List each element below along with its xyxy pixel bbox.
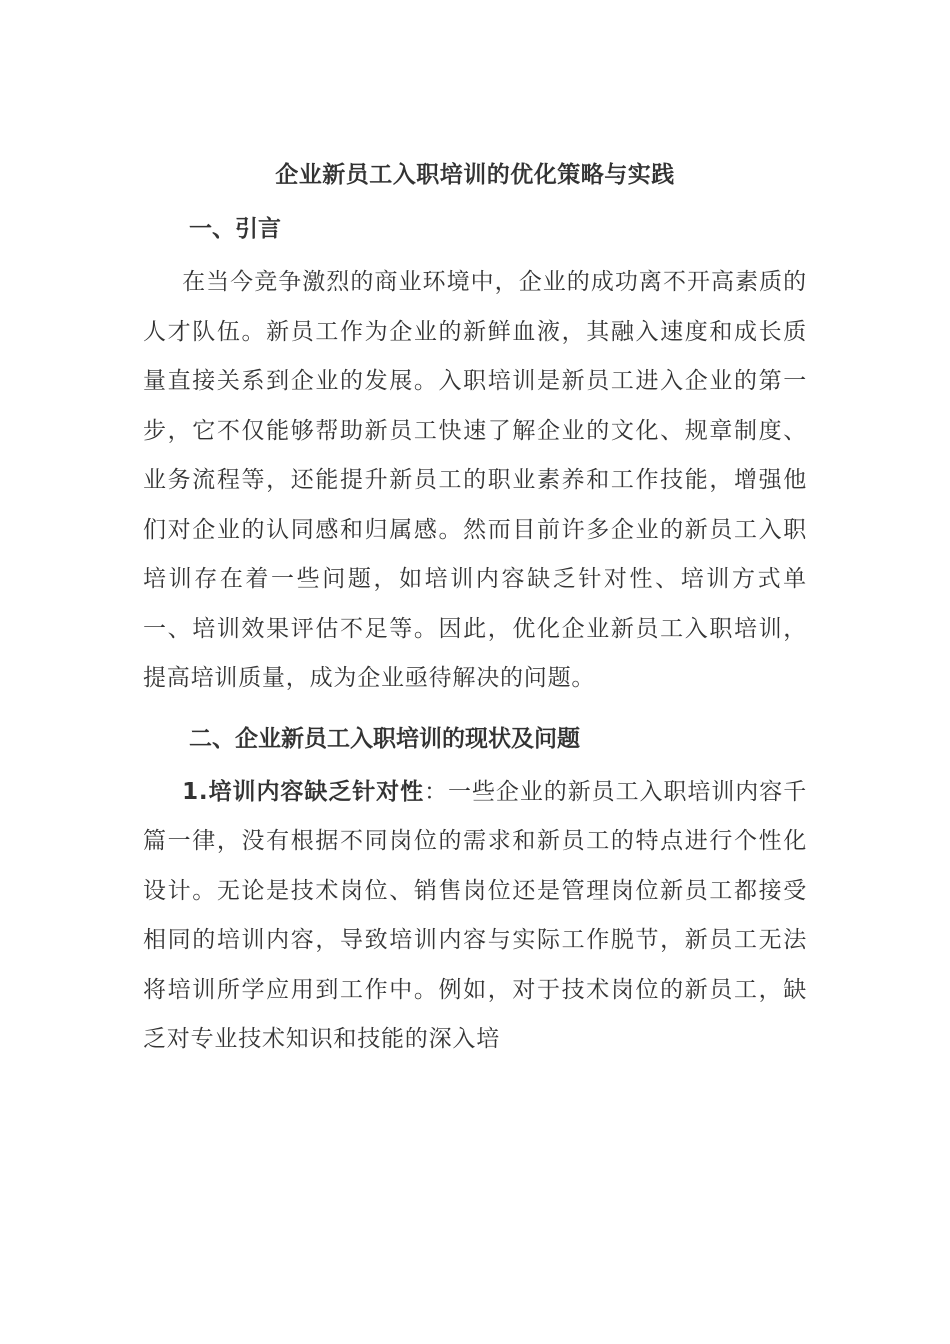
problem-item-1-lead: 1.培训内容缺乏针对性: [182, 778, 425, 805]
section-heading-introduction: 一、引言: [189, 216, 281, 242]
problem-item-1: [143, 768, 807, 1065]
introduction-paragraph: 在当今竞争激烈的商业环境中，企业的成功离不开高素质的人才队伍。新员工作为企业的新鲜血液，其融入速度和成长质量直接关系到企业的发展。入职培训是新员工进入企业的第一步，它不仅能够帮助新员工快速了解企业的文化、规章制度、业务流程等，还能提升新员工的职业素养和工作技能，增强他们对企业的认同感和归属感。然而目前许多企业的新员工入职培训存在着一些问题，如培训内容缺乏针对性、培训方式单一、培训效果评估不足等。因此，优化企业新员工入职培训，提高培训质量，成为企业亟待解决的问题。: [143, 269, 807, 691]
problem-item-1-text: ：一些企业的新员工入职培训内容千篇一律，没有根据不同岗位的需求和新员工的特点进行个性化设计。无论是技术岗位、销售岗位还是管理岗位新员工都接受相同的培训内容，导致培训内容与实际工作脱节，新员工无法将培训所学应用到工作中。例如，对于技术岗位的新员工，缺乏对专业技术知识和技能的深入培: [143, 778, 807, 1052]
document-body: [143, 150, 807, 1065]
section-heading-status-and-problems: 二、企业新员工入职培训的现状及问题: [189, 725, 580, 752]
document-title: 企业新员工入职培训的优化策略与实践: [275, 162, 675, 188]
